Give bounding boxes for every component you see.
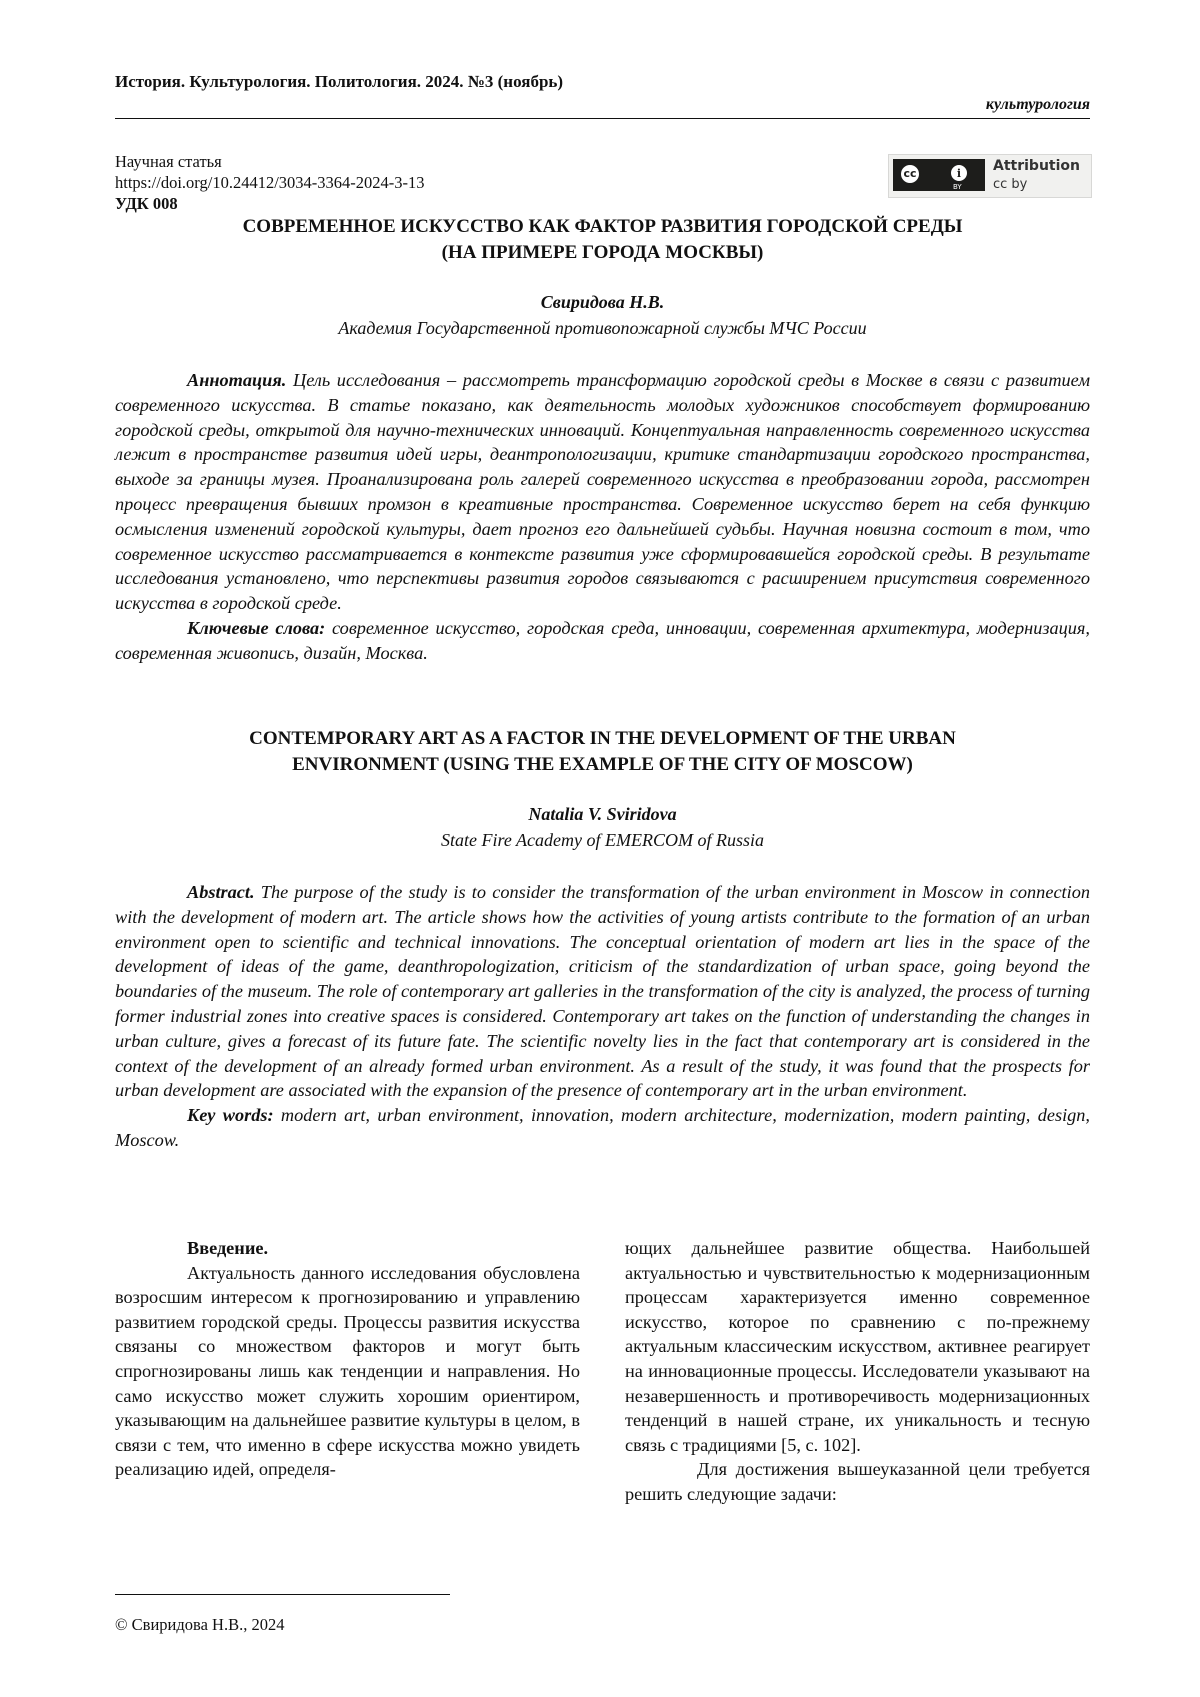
abstract-ru-text: Цель исследования – рассмотреть трансформацию городской среды в Москве в связи с развитием современного искусства. В статье показано, как деятельность молодых художников способствует формированию городской среды, открытой для научно-технических инноваций. Концептуальная направленность современного искусства лежит в пространстве развития идей игры, деантропологизации, критике стандартизации городского пространства, выходе за границы музея. Проанализирована роль галерей современного искусства в преобразовании города, рассмотрен процесс превращения бывших промзон в креативные пространства. Современное искусство берет на себя функцию осмысления изменений городской культуры, дает прогноз его дальнейшей судьбы. Научная новизна состоит в том, что современное искусство рассматривается в контексте развития уже сформировавшейся городской среды. В результате исследования установлено, что перспективы развития городов связываются с расширением присутствия современного искусства в городской среде. [115, 370, 1090, 614]
attribution-person-icon: i [949, 163, 969, 183]
affiliation-ru: Академия Государственной противопожарной службы МЧС России [338, 318, 867, 338]
keywords-en-text: modern art, urban environment, innovation, modern architecture, modernization, modern painting, design, Moscow. [115, 1105, 1090, 1150]
keywords-en-label: Key words: [187, 1105, 274, 1126]
body-column-right [625, 1236, 1090, 1507]
section-label: культурология [985, 96, 1090, 113]
body-column-left [115, 1236, 580, 1482]
title-ru [115, 214, 1090, 266]
body-paragraph: ющих дальнейшее развитие общества. Наибольшей актуальностью и чувствительностью к модернизационным процессам характеризуется именно современное искусство, которое по сравнению с по-прежнему актуальным классическим искусством, активнее реагирует на инновационные процессы. Исследователи указывают на незавершенность и противоречивость модернизационных тенденций в нашей стране, их уникальность и тесную связь с традициями [5, с. 102]. [625, 1238, 1090, 1455]
cc-by-label: BY [953, 183, 962, 191]
title-en-line1: CONTEMPORARY ART AS A FACTOR IN THE DEVELOPMENT OF THE URBAN [249, 728, 956, 749]
footnote-rule [115, 1594, 450, 1595]
cc-logo [893, 159, 985, 191]
author-en: Natalia V. Sviridova [528, 804, 677, 824]
body-paragraph: Актуальность данного исследования обусловлена возросшим интересом к прогнозированию и управлению развитием городской среды. Процессы развития искусства связаны со множеством факторов и могут быть спрогнозированы лишь как тенденции и направления. Но само искусство может служить хорошим ориентиром, указывающим на дальнейшее развитие культуры в целом, в связи с тем, что именно в сфере искусства можно увидеть реализацию идей, определя- [115, 1262, 580, 1480]
doi-link[interactable]: https://doi.org/10.24412/3034-3364-2024-3-13 [115, 173, 425, 192]
article-type: Научная статья [115, 152, 222, 171]
license-code: cc by [993, 177, 1028, 192]
abstract-ru [115, 368, 1090, 666]
journal-header: История. Культурология. Политология. 2024. №3 (ноябрь) [115, 72, 564, 91]
abstract-en-label: Abstract. [187, 882, 255, 902]
body-paragraph: Для достижения вышеуказанной цели требуется решить следующие задачи: [625, 1459, 1090, 1504]
copyright-notice: © Свиридова Н.В., 2024 [115, 1615, 285, 1634]
title-en [115, 726, 1090, 778]
section-heading: Введение. [187, 1238, 269, 1258]
cc-icon: cc [899, 163, 921, 185]
header-rule [115, 118, 1090, 119]
keywords-ru-text: современное искусство, городская среда, инновации, современная архитектура, модернизация, современная живопись, дизайн, Москва. [115, 617, 1091, 663]
abstract-ru-label: Аннотация. [187, 370, 287, 390]
title-en-line2: ENVIRONMENT (USING THE EXAMPLE OF THE CITY OF MOSCOW) [292, 754, 913, 775]
title-ru-line2: (НА ПРИМЕРЕ ГОРОДА МОСКВЫ) [441, 242, 764, 263]
abstract-en-text: The purpose of the study is to consider the transformation of the urban environment in Moscow in connection with the development of modern art. The article shows how the activities of young artists contribute to the formation of an urban environment open to scientific and technical innovations. The conceptual orientation of modern art lies in the space of the development of ideas of the game, deanthropologization, criticism of the standardization of urban space, going beyond the boundaries of the museum. The role of contemporary art galleries in the transformation of the city is analyzed, the process of turning former industrial zones into creative spaces is considered. Contemporary art takes on the function of understanding the changes in urban culture, gives a forecast of its future fate. The scientific novelty lies in the fact that contemporary art is considered in the context of the development of an already formed urban environment. As a result of the study, it was found that the prospects for urban development are associated with the expansion of the presence of contemporary art in the urban environment. [115, 882, 1090, 1101]
keywords-ru-label: Ключевые слова: [187, 617, 326, 638]
affiliation-en: State Fire Academy of EMERCOM of Russia [441, 830, 764, 850]
license-name: Attribution [993, 158, 1080, 174]
udk-code: УДК 008 [115, 194, 178, 213]
title-ru-line1: СОВРЕМЕННОЕ ИСКУССТВО КАК ФАКТОР РАЗВИТИЯ ГОРОДСКОЙ СРЕДЫ [242, 216, 963, 237]
abstract-en [115, 880, 1090, 1153]
article-meta [115, 151, 425, 214]
author-ru: Свиридова Н.В. [540, 292, 665, 312]
cc-license-badge[interactable] [888, 154, 1092, 198]
